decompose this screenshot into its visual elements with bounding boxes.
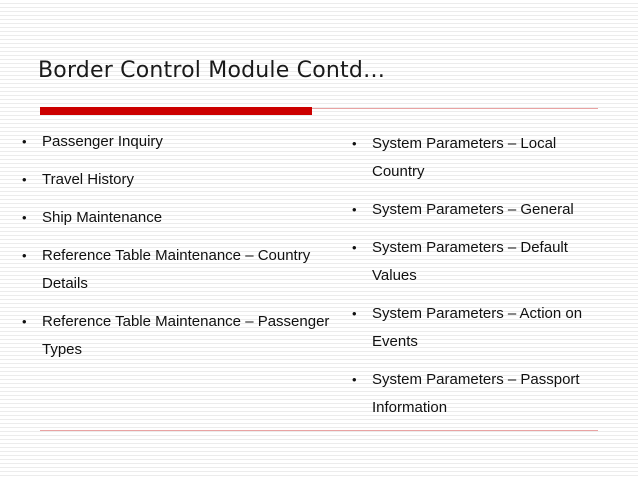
list-item-text: Reference Table Maintenance – Passenger Types xyxy=(42,313,330,358)
bullet-icon: • xyxy=(22,314,27,329)
list-item xyxy=(352,234,608,290)
list-item xyxy=(22,204,334,232)
list-item-text: Travel History xyxy=(42,171,134,188)
list-item-text: System Parameters – Local Country xyxy=(372,135,557,180)
list-item xyxy=(352,196,608,224)
bottom-rule xyxy=(40,430,598,431)
list-item xyxy=(22,166,334,194)
list-item xyxy=(22,242,334,298)
bullet-icon: • xyxy=(22,248,27,263)
list-item-text: System Parameters – General xyxy=(372,201,574,218)
bullet-icon: • xyxy=(352,136,357,151)
bullet-icon: • xyxy=(352,372,357,387)
bullet-icon: • xyxy=(352,240,357,255)
list-item xyxy=(352,366,608,422)
list-item-text: Reference Table Maintenance – Country Details xyxy=(42,247,311,292)
list-item-text: System Parameters – Default Values xyxy=(372,239,568,284)
list-item-text: System Parameters – Passport Information xyxy=(372,371,580,416)
bullet-icon: • xyxy=(22,134,27,149)
list-item xyxy=(352,300,608,356)
list-item xyxy=(22,128,334,156)
left-bullet-list xyxy=(22,128,334,374)
list-item-text: Ship Maintenance xyxy=(42,209,163,226)
list-item xyxy=(22,308,334,364)
list-item xyxy=(352,130,608,186)
bullet-icon: • xyxy=(22,172,27,187)
bullet-icon: • xyxy=(352,202,357,217)
list-item-text: System Parameters – Action on Events xyxy=(372,305,583,350)
list-item-text: Passenger Inquiry xyxy=(42,133,163,150)
title-accent-bar xyxy=(40,107,312,115)
right-bullet-list xyxy=(352,130,608,432)
slide-title: Border Control Module Contd… xyxy=(38,58,386,83)
bullet-icon: • xyxy=(352,306,357,321)
bullet-icon: • xyxy=(22,210,27,225)
